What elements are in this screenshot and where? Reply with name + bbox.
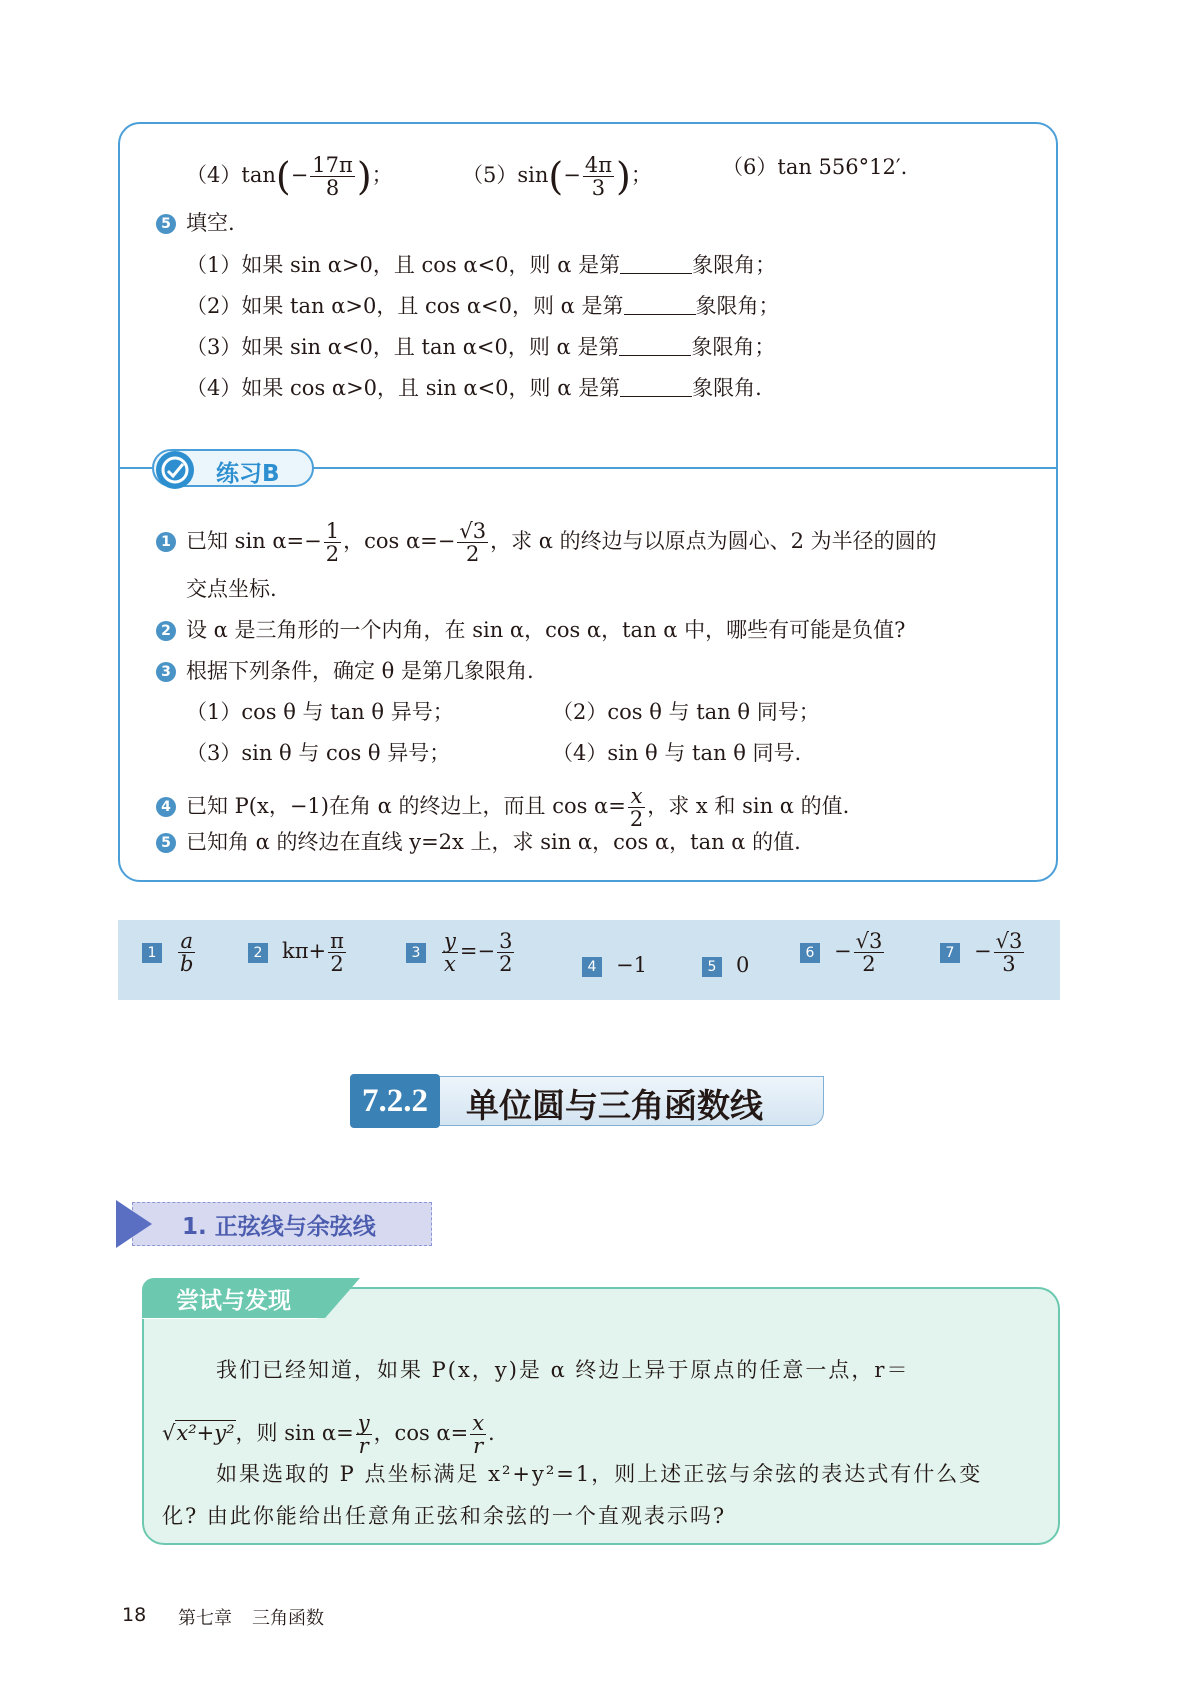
- section-number: 7.2.2: [350, 1074, 440, 1128]
- fill-item-2: （2）如果 tan α>0，且 cos α<0，则 α 是第 象限角；: [186, 294, 780, 318]
- fill-item-4: （4）如果 cos α>0，且 sin α<0，则 α 是第 象限角.: [186, 376, 762, 400]
- try-discover-box-top: [318, 1287, 1060, 1321]
- practice-b-q3-2: （2）cos θ 与 tan θ 同号；: [552, 700, 820, 724]
- exercise-4-5: （5）sin(− $\frac{4\pi}{3}$ )；: [462, 153, 652, 201]
- practice-b-q3-1: （1）cos θ 与 tan θ 异号；: [186, 700, 454, 724]
- fill-item-3: （3）如果 sin α<0，且 tan α<0，则 α 是第 象限角；: [186, 335, 776, 359]
- answer-blank: [624, 294, 696, 315]
- answer-7: 7 − $\frac{√3}{3}$: [940, 930, 1026, 975]
- question-number-badge: 2: [156, 621, 176, 641]
- practice-b-q1-cont: 交点坐标.: [186, 577, 277, 601]
- answer-1: 1 $\frac{a}{b}$: [142, 930, 197, 975]
- practice-box: [118, 122, 1058, 882]
- footer-title: 三角函数: [252, 1608, 324, 1629]
- try-paragraph-1b: √x²+y²，则 sin α= $\frac{y}{r}$ ，cos α= $\frac{x}{r}$ .: [162, 1411, 495, 1459]
- subsection-title: 1. 正弦线与余弦线: [182, 1214, 376, 1240]
- page-number: 18: [122, 1604, 147, 1626]
- fill-item-1: （1）如果 sin α>0，且 cos α<0，则 α 是第 象限角；: [186, 253, 777, 277]
- question-number-badge: 5: [156, 833, 176, 853]
- question-number-badge: 1: [156, 532, 176, 552]
- question-5-heading: 5 填空.: [156, 210, 235, 236]
- try-paragraph-1a: 我们已经知道，如果 P(x，y)是 α 终边上异于原点的任意一点，r＝: [216, 1358, 910, 1382]
- question-number-badge: 4: [156, 797, 176, 817]
- practice-icon: [156, 451, 194, 489]
- practice-b-q2: 2 设 α 是三角形的一个内角，在 sin α，cos α，tan α 中，哪些有可能是负值?: [156, 617, 905, 643]
- try-discover-label: 尝试与发现: [176, 1288, 291, 1314]
- practice-b-q3-4: （4）sin θ 与 tan θ 同号.: [552, 741, 802, 765]
- question-number-badge: 3: [156, 662, 176, 682]
- practice-b-label: 练习B: [216, 461, 280, 487]
- section-title: 单位圆与三角函数线: [466, 1086, 763, 1125]
- answer-blank: [620, 253, 692, 274]
- practice-b-q3: 3 根据下列条件，确定 θ 是第几象限角.: [156, 658, 534, 684]
- footer-chapter: 第七章: [178, 1608, 232, 1629]
- question-number-badge: 5: [156, 214, 176, 234]
- answer-2: 2 kπ+ $\frac{\pi}{2}$: [248, 930, 348, 975]
- exercise-4-4: （4）tan(− $\frac{17\pi}{8}$ )；: [186, 153, 393, 201]
- answer-5: 5 0: [702, 952, 749, 978]
- answer-3: 3 $\frac{y}{x}$ =− $\frac{3}{2}$: [406, 930, 516, 975]
- exercise-4-6: （6）tan 556°12′.: [722, 155, 908, 179]
- answer-blank: [620, 376, 692, 397]
- practice-b-q3-3: （3）sin θ 与 cos θ 异号；: [186, 741, 451, 765]
- practice-b-q1: 1 已知 sin α=− $\frac{1}{2}$ ，cos α=− $\frac{√3}{2}$ ，求 α 的终边与以原点为圆心、2 为半径的圆的: [156, 520, 937, 565]
- try-paragraph-2b: 化? 由此你能给出任意角正弦和余弦的一个直观表示吗?: [162, 1504, 727, 1528]
- answer-blank: [619, 335, 691, 356]
- practice-b-q4: 4 已知 P(x，−1)在角 α 的终边上，而且 cos α= $\frac{x}{2}$ ，求 x 和 sin α 的值.: [156, 785, 849, 830]
- practice-b-q5: 5 已知角 α 的终边在直线 y=2x 上，求 sin α，cos α，tan α 的值.: [156, 829, 801, 855]
- triangle-icon: [116, 1200, 152, 1248]
- answer-4: 4 −1: [582, 952, 647, 978]
- try-paragraph-2a: 如果选取的 P 点坐标满足 x²+y²=1，则上述正弦与余弦的表达式有什么变: [216, 1462, 983, 1486]
- answer-6: 6 − $\frac{√3}{2}$: [800, 930, 886, 975]
